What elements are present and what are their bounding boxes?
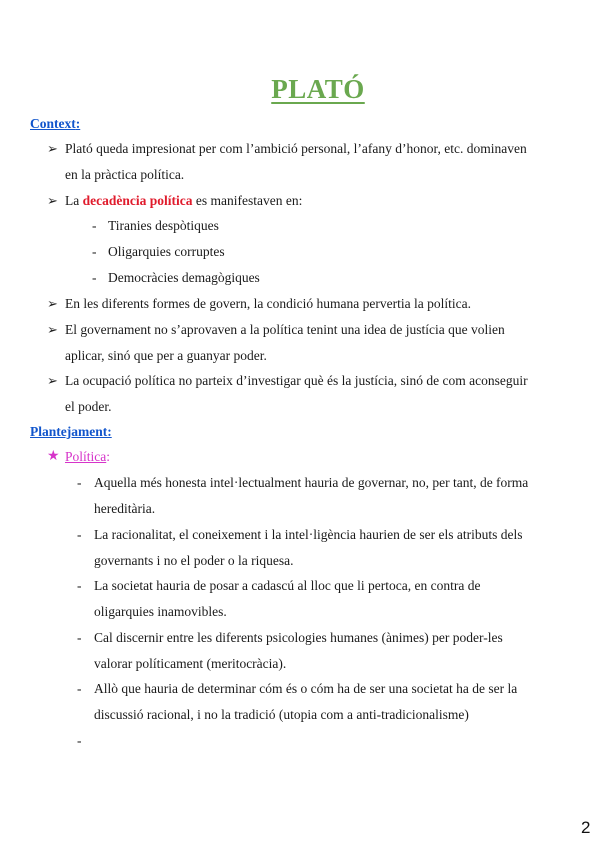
arrow-bullet-icon: ➢ [47,141,58,156]
page-number: 2 [581,818,591,837]
page-title: PLATÓ [271,74,365,104]
arrow-bullet-icon: ➢ [47,322,58,337]
sub-item-democracies: Democràcies demagògiques [108,270,260,285]
politica-label: Política [65,449,107,464]
sub-item-oligarquies: Oligarquies corruptes [108,244,225,259]
politica-item-3-line-2: oligarquies inamovibles. [94,604,227,619]
plantejament-heading: Plantejament: [30,424,112,439]
dash-bullet: - [77,630,82,645]
politica-item-5-line-1: Allò que hauria de determinar cóm és o cóm ha de ser una societat ha de ser la [94,681,518,696]
sub-item-tiranies: Tiranies despòtiques [108,218,219,233]
context-bullet-1-line-2: en la pràctica política. [65,167,185,182]
context-heading-colon: : [75,116,81,131]
context-bullet-5-line-1: La ocupació política no parteix d’investigar què és la justícia, sinó de com aconseguir [65,373,528,388]
politica-item-4-line-1: Cal discernir entre les diferents psicologies humanes (ànimes) per poder-les [94,630,503,645]
context-bullet-4-line-1: El governament no s’aprovaven a la política tenint una idea de justícia que volien [65,322,505,337]
politica-item-3-line-1: La societat hauria de posar a cadascú al lloc que li pertoca, en contra de [94,578,481,593]
context-bullet-4-line-2: aplicar, sinó que per a guanyar poder. [65,348,267,363]
context-bullet-2-prefix: La [65,193,83,208]
dash-bullet: - [92,270,97,285]
politica-label-wrap [65,449,110,465]
decadencia-politica-highlight: decadència política [82,193,193,208]
arrow-bullet-icon: ➢ [47,373,58,388]
context-bullet-3-line-1: En les diferents formes de govern, la condició humana pervertia la política. [65,296,471,311]
politica-item-5-line-2: discussió racional, i no la tradició (utopia com a anti-tradicionalisme) [94,707,469,722]
politica-item-4-line-2: valorar políticament (meritocràcia). [94,656,287,671]
context-bullet-5-line-2: el poder. [65,399,112,414]
context-bullet-2 [65,193,302,209]
context-heading [30,116,80,132]
context-bullet-2-suffix: es manifestaven en: [192,193,303,208]
politica-item-2-line-1: La racionalitat, el coneixement i la intel·ligència haurien de ser els atributs dels [94,527,523,542]
context-bullet-1-line-1: Plató queda impresionat per com l’ambició personal, l’afany d’honor, etc. dominaven [65,141,527,156]
politica-item-1-line-1: Aquella més honesta intel·lectualment hauria de governar, no, per tant, de forma [94,475,529,490]
dash-bullet: - [77,578,82,593]
politica-item-1-line-2: hereditària. [94,501,156,516]
arrow-bullet-icon: ➢ [47,296,58,311]
dash-bullet: - [77,681,82,696]
arrow-bullet-icon: ➢ [47,193,58,208]
dash-bullet: - [77,527,82,542]
star-icon: ★ [47,449,60,464]
dash-bullet: - [77,475,82,490]
dash-bullet: - [92,218,97,233]
dash-bullet: - [92,244,97,259]
dash-bullet-empty: - [77,733,82,748]
politica-colon: : [106,449,111,464]
context-heading-label: Context [30,116,76,131]
politica-item-2-line-2: governants i no el poder o la riquesa. [94,553,294,568]
